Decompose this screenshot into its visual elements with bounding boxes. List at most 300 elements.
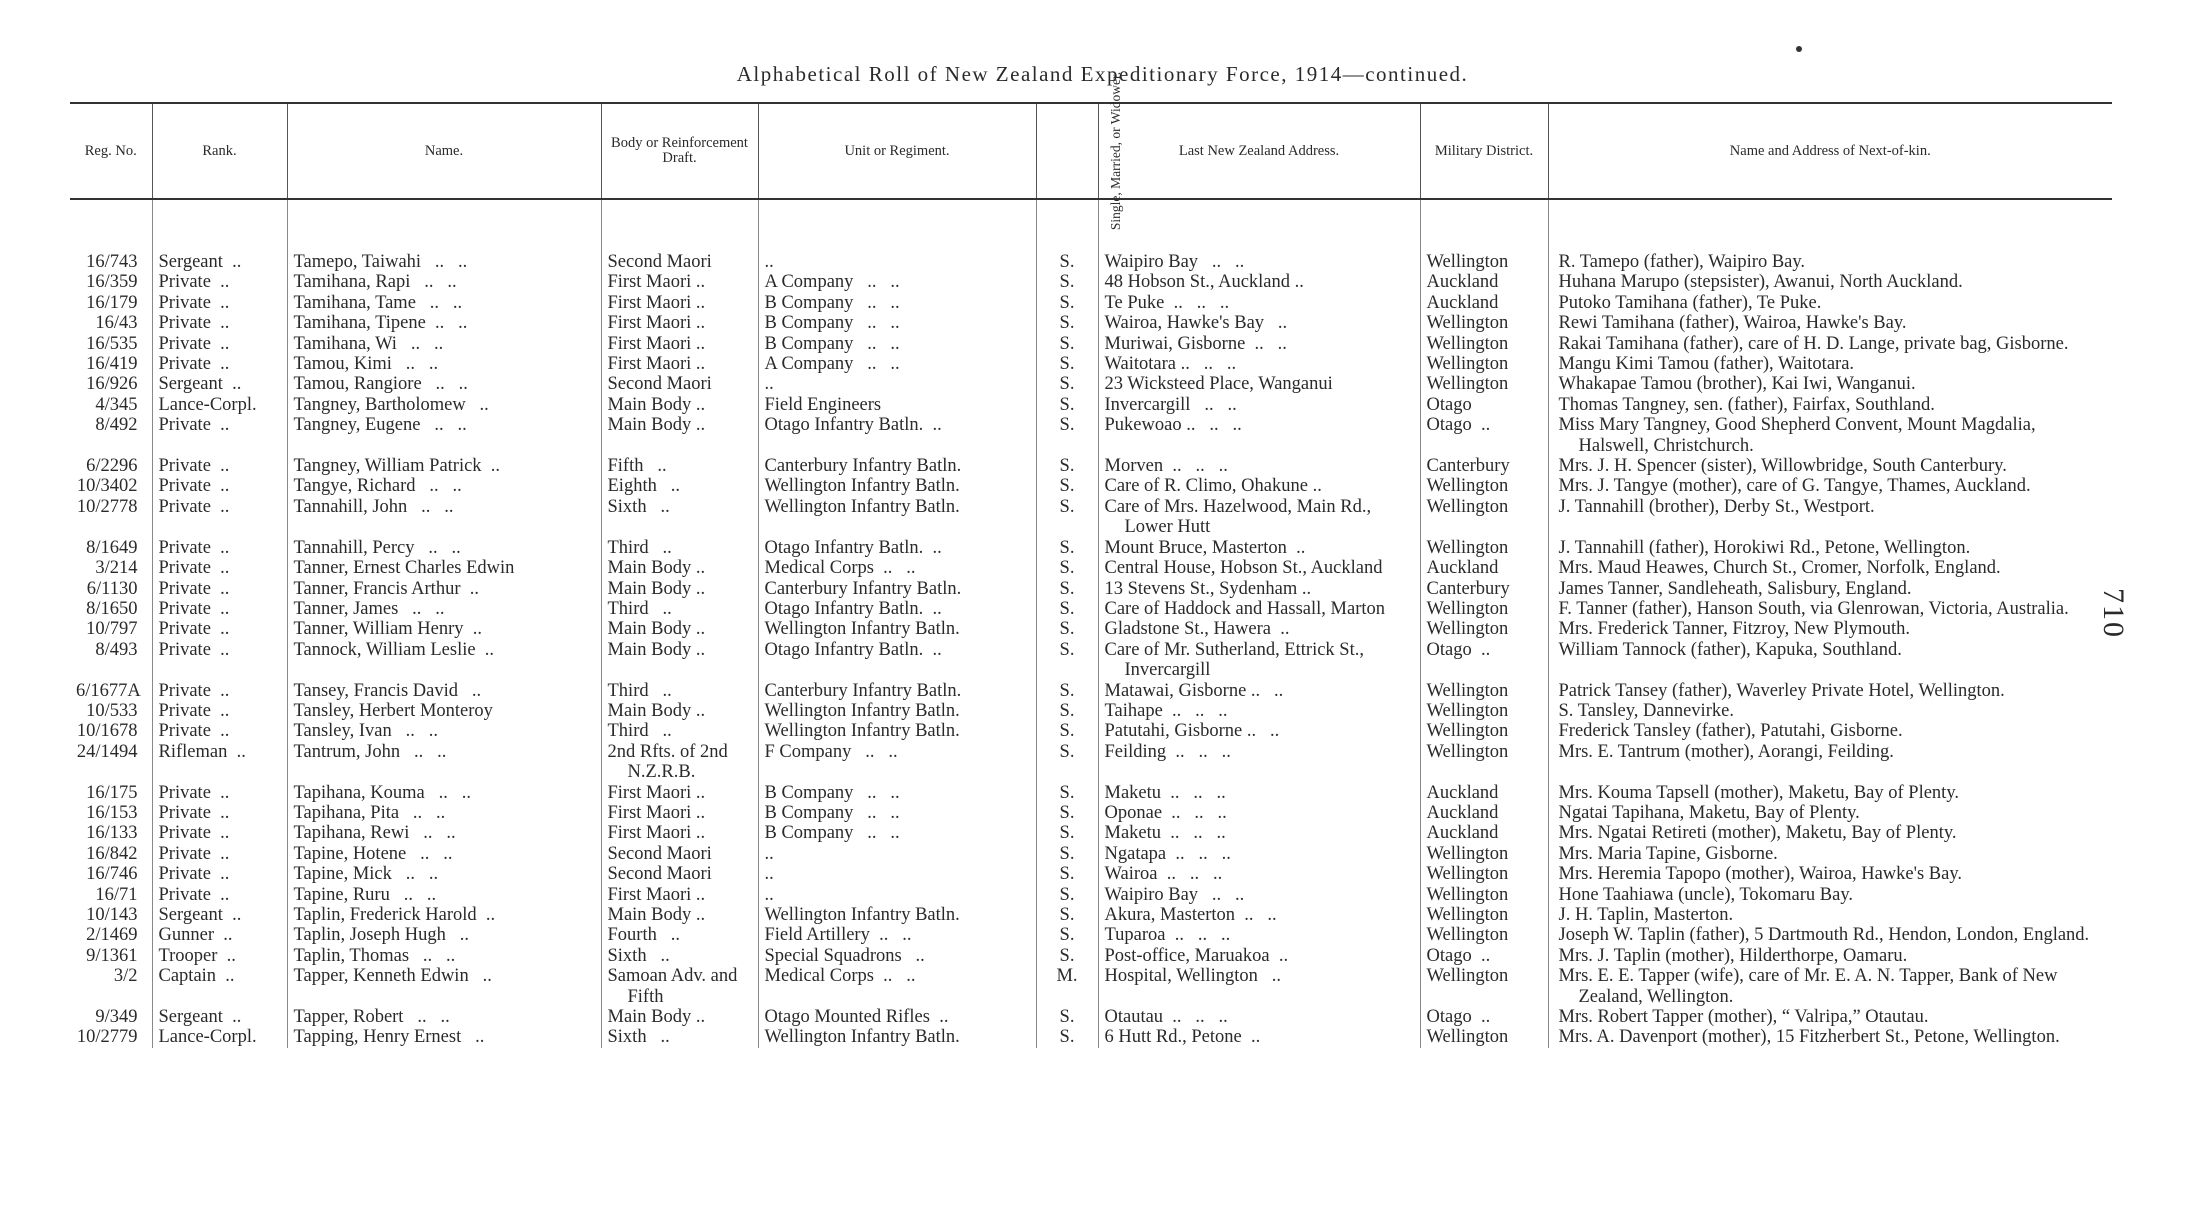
table-row xyxy=(70,252,2112,272)
cell-body xyxy=(601,1027,758,1047)
cell-body xyxy=(601,579,758,599)
cell-reg-no xyxy=(70,374,152,394)
column-header-district: Military District. xyxy=(1420,103,1548,199)
cell-address xyxy=(1098,538,1420,558)
cell-next-of-kin-text: Rakai Tamihana (father), care of H. D. Lange, private bag, Gisborne. xyxy=(1558,333,2069,354)
cell-name xyxy=(287,272,601,292)
cell-marital xyxy=(1036,272,1098,292)
cell-reg-no xyxy=(70,252,152,272)
cell-rank-text: Sergeant .. xyxy=(158,1007,242,1028)
cell-next-of-kin-text: Rewi Tamihana (father), Wairoa, Hawke's Bay. xyxy=(1558,313,1907,334)
cell-name xyxy=(287,354,601,374)
table-row xyxy=(70,313,2112,333)
cell-district-text: Auckland xyxy=(1426,802,1499,823)
cell-reg-no xyxy=(70,966,152,1007)
column-header-marital xyxy=(1036,71,1123,230)
cell-name-text: Tannahill, Percy .. .. xyxy=(293,537,461,558)
column-header-name: Name. xyxy=(287,103,601,199)
cell-rank-text: Private .. xyxy=(158,721,230,742)
cell-reg-no xyxy=(70,334,152,354)
cell-unit xyxy=(758,966,1036,1007)
cell-body xyxy=(601,803,758,823)
cell-name xyxy=(287,946,601,966)
cell-rank xyxy=(152,476,287,496)
table-row xyxy=(70,844,2112,864)
cell-marital-text: S. xyxy=(1059,598,1075,619)
cell-unit-text: Medical Corps .. .. xyxy=(764,558,916,579)
cell-body xyxy=(601,864,758,884)
cell-next-of-kin-text: J. Tannahill (brother), Derby St., Westport. xyxy=(1558,496,1875,517)
cell-address-text: Muriwai, Gisborne .. .. xyxy=(1104,333,1287,354)
cell-unit xyxy=(758,885,1036,905)
cell-rank-text: Private .. xyxy=(158,333,230,354)
cell-body-text: Third .. xyxy=(607,721,672,742)
cell-marital xyxy=(1036,497,1098,538)
cell-name-text: Tamepo, Taiwahi .. .. xyxy=(293,252,468,272)
cell-marital xyxy=(1036,293,1098,313)
cell-rank xyxy=(152,885,287,905)
cell-district xyxy=(1420,476,1548,496)
cell-next-of-kin-text: Mrs. J. H. Spencer (sister), Willowbridge, South Canterbury. xyxy=(1558,456,2007,477)
cell-unit xyxy=(758,1027,1036,1047)
table-row xyxy=(70,272,2112,292)
cell-next-of-kin xyxy=(1548,946,2112,966)
cell-district-text: Wellington xyxy=(1426,864,1509,885)
cell-district-text: Wellington xyxy=(1426,884,1509,905)
cell-reg-no-text: 10/797 xyxy=(86,619,138,640)
cell-marital-text: S. xyxy=(1059,721,1075,742)
cell-marital-text: S. xyxy=(1059,496,1075,517)
cell-next-of-kin-text: Mangu Kimi Tamou (father), Waitotara. xyxy=(1558,354,1855,375)
cell-next-of-kin xyxy=(1548,476,2112,496)
cell-marital-text: S. xyxy=(1059,333,1075,354)
cell-address-text: Wairoa, Hawke's Bay .. xyxy=(1104,313,1288,334)
cell-district xyxy=(1420,681,1548,701)
cell-rank-text: Gunner .. xyxy=(158,925,233,946)
cell-next-of-kin xyxy=(1548,334,2112,354)
cell-body xyxy=(601,599,758,619)
cell-address-text: 6 Hutt Rd., Petone .. xyxy=(1104,1027,1261,1048)
cell-unit xyxy=(758,701,1036,721)
table-row xyxy=(70,354,2112,374)
cell-name-text: Tapihana, Pita .. .. xyxy=(293,802,446,823)
cell-unit xyxy=(758,925,1036,945)
cell-address-text: Waipiro Bay .. .. xyxy=(1104,884,1245,905)
cell-next-of-kin xyxy=(1548,640,2112,681)
cell-name-text: Tanner, James .. .. xyxy=(293,598,445,619)
cell-name-text: Tapine, Ruru .. .. xyxy=(293,884,437,905)
cell-unit-text: Wellington Infantry Batln. xyxy=(764,619,960,640)
cell-name-text: Tanner, William Henry .. xyxy=(293,619,483,640)
table-row xyxy=(70,925,2112,945)
cell-reg-no-text: 10/143 xyxy=(86,905,138,925)
cell-address xyxy=(1098,599,1420,619)
cell-district-text: Wellington xyxy=(1426,966,1509,987)
cell-next-of-kin xyxy=(1548,456,2112,476)
cell-reg-no xyxy=(70,925,152,945)
cell-district-text: Canterbury xyxy=(1426,456,1510,477)
cell-district-text: Auckland xyxy=(1426,292,1499,313)
column-header-marital-text: Single, Married, or Widower. xyxy=(1107,71,1123,230)
cell-next-of-kin-text: Frederick Tansley (father), Patutahi, Gisborne. xyxy=(1558,721,1903,742)
cell-reg-no xyxy=(70,415,152,456)
cell-district xyxy=(1420,334,1548,354)
cell-district-text: Wellington xyxy=(1426,741,1509,762)
cell-district xyxy=(1420,374,1548,394)
cell-name xyxy=(287,783,601,803)
cell-unit-text: B Company .. .. xyxy=(764,333,900,354)
cell-marital-text: S. xyxy=(1059,558,1075,579)
cell-body xyxy=(601,1007,758,1027)
cell-reg-no xyxy=(70,395,152,415)
cell-reg-no-text: 6/1677A xyxy=(76,680,141,701)
cell-unit xyxy=(758,395,1036,415)
cell-district-text: Wellington xyxy=(1426,374,1509,395)
cell-next-of-kin-text: James Tanner, Sandleheath, Salisbury, England. xyxy=(1558,578,1912,599)
cell-next-of-kin-text: Joseph W. Taplin (father), 5 Dartmouth Rd., Hendon, London, England. xyxy=(1558,925,2090,946)
cell-body xyxy=(601,456,758,476)
cell-next-of-kin-text: Huhana Marupo (stepsister), Awanui, North Auckland. xyxy=(1558,272,1963,293)
cell-unit-text: B Company .. .. xyxy=(764,823,900,844)
cell-body-text: Sixth .. xyxy=(607,1027,670,1048)
cell-address xyxy=(1098,374,1420,394)
cell-rank xyxy=(152,742,287,783)
gap-cell xyxy=(1036,199,1098,252)
cell-unit-text: Canterbury Infantry Batln. xyxy=(764,680,962,701)
cell-rank xyxy=(152,374,287,394)
cell-district xyxy=(1420,823,1548,843)
cell-rank xyxy=(152,395,287,415)
cell-unit-text: Field Artillery .. .. xyxy=(764,925,912,946)
cell-district-text: Wellington xyxy=(1426,1027,1509,1048)
cell-marital xyxy=(1036,823,1098,843)
cell-body-text: Main Body .. xyxy=(607,619,706,640)
cell-reg-no-text: 10/2779 xyxy=(76,1027,138,1048)
cell-reg-no xyxy=(70,538,152,558)
cell-district xyxy=(1420,619,1548,639)
cell-name xyxy=(287,374,601,394)
cell-reg-no xyxy=(70,599,152,619)
cell-body xyxy=(601,905,758,925)
cell-district-text: Wellington xyxy=(1426,680,1509,701)
cell-reg-no xyxy=(70,313,152,333)
table-row xyxy=(70,334,2112,354)
cell-district xyxy=(1420,742,1548,783)
cell-body xyxy=(601,334,758,354)
cell-district-text: Wellington xyxy=(1426,905,1509,925)
cell-next-of-kin-text: R. Tamepo (father), Waipiro Bay. xyxy=(1558,252,1806,272)
cell-marital-text: S. xyxy=(1059,292,1075,313)
cell-rank-text: Private .. xyxy=(158,578,230,599)
cell-rank xyxy=(152,1027,287,1047)
cell-rank-text: Private .. xyxy=(158,272,230,293)
cell-district-text: Wellington xyxy=(1426,476,1509,497)
cell-name xyxy=(287,252,601,272)
cell-body-text: Main Body .. xyxy=(607,905,706,925)
cell-marital xyxy=(1036,395,1098,415)
cell-body xyxy=(601,742,758,783)
cell-name xyxy=(287,905,601,925)
cell-rank xyxy=(152,354,287,374)
cell-unit xyxy=(758,272,1036,292)
cell-body xyxy=(601,374,758,394)
cell-address xyxy=(1098,619,1420,639)
cell-next-of-kin xyxy=(1548,354,2112,374)
cell-unit xyxy=(758,864,1036,884)
table-row xyxy=(70,456,2112,476)
cell-next-of-kin xyxy=(1548,844,2112,864)
cell-reg-no xyxy=(70,905,152,925)
cell-next-of-kin xyxy=(1548,619,2112,639)
cell-address-text: Oponae .. .. .. xyxy=(1104,802,1227,823)
cell-unit-text: .. xyxy=(764,864,774,885)
cell-district xyxy=(1420,456,1548,476)
column-header-address: Last New Zealand Address. xyxy=(1098,103,1420,199)
cell-unit xyxy=(758,476,1036,496)
cell-body-text: Main Body .. xyxy=(607,415,706,436)
cell-address xyxy=(1098,946,1420,966)
cell-next-of-kin xyxy=(1548,293,2112,313)
cell-district-text: Auckland xyxy=(1426,823,1499,844)
cell-reg-no xyxy=(70,1007,152,1027)
cell-marital-text: S. xyxy=(1059,639,1075,660)
cell-next-of-kin xyxy=(1548,272,2112,292)
table-row xyxy=(70,823,2112,843)
cell-address xyxy=(1098,476,1420,496)
cell-next-of-kin-text: Putoko Tamihana (father), Te Puke. xyxy=(1558,292,1822,313)
cell-name xyxy=(287,476,601,496)
cell-address xyxy=(1098,1027,1420,1047)
cell-marital xyxy=(1036,415,1098,456)
cell-body-text: Sixth .. xyxy=(607,496,670,517)
cell-address-text: Care of R. Climo, Ohakune .. xyxy=(1104,476,1322,497)
cell-rank xyxy=(152,619,287,639)
cell-reg-no-text: 6/1130 xyxy=(86,578,138,599)
cell-body-text: Main Body .. xyxy=(607,639,706,660)
cell-rank xyxy=(152,558,287,578)
cell-body xyxy=(601,558,758,578)
cell-address xyxy=(1098,579,1420,599)
cell-body xyxy=(601,538,758,558)
cell-name-text: Tamihana, Rapi .. .. xyxy=(293,272,457,293)
cell-name xyxy=(287,599,601,619)
cell-next-of-kin xyxy=(1548,599,2112,619)
cell-unit-text: Otago Infantry Batln. .. xyxy=(764,415,942,436)
cell-address xyxy=(1098,313,1420,333)
table-row xyxy=(70,701,2112,721)
cell-name xyxy=(287,1007,601,1027)
cell-district xyxy=(1420,925,1548,945)
cell-marital xyxy=(1036,966,1098,1007)
cell-body-text: Second Maori xyxy=(607,843,712,864)
cell-district-text: Wellington xyxy=(1426,721,1509,742)
cell-next-of-kin xyxy=(1548,823,2112,843)
cell-unit-text: F Company .. .. xyxy=(764,741,898,762)
cell-name-text: Tannahill, John .. .. xyxy=(293,496,454,517)
cell-name-text: Tansley, Herbert Monteroy xyxy=(293,700,493,721)
cell-address xyxy=(1098,415,1420,456)
cell-rank xyxy=(152,415,287,456)
cell-unit-text: .. xyxy=(764,252,774,272)
cell-marital-text: S. xyxy=(1059,354,1075,375)
cell-body-text: First Maori .. xyxy=(607,782,706,803)
table-row xyxy=(70,721,2112,741)
cell-next-of-kin xyxy=(1548,783,2112,803)
cell-body xyxy=(601,415,758,456)
cell-reg-no-text: 16/359 xyxy=(86,272,138,293)
cell-reg-no-text: 10/1678 xyxy=(76,721,138,742)
cell-marital-text: S. xyxy=(1059,680,1075,701)
cell-rank-text: Private .. xyxy=(158,476,230,497)
cell-marital-text: S. xyxy=(1059,945,1075,966)
cell-name-text: Tangney, Bartholomew .. xyxy=(293,394,489,415)
cell-rank-text: Private .. xyxy=(158,415,230,436)
cell-rank xyxy=(152,497,287,538)
cell-marital-text: S. xyxy=(1059,394,1075,415)
cell-rank-text: Private .. xyxy=(158,292,230,313)
cell-address-text: Central House, Hobson St., Auckland xyxy=(1104,558,1383,579)
cell-address xyxy=(1098,905,1420,925)
cell-reg-no-text: 8/492 xyxy=(95,415,138,436)
cell-reg-no-text: 2/1469 xyxy=(86,925,138,946)
cell-district-text: Wellington xyxy=(1426,619,1509,640)
cell-body xyxy=(601,844,758,864)
cell-body xyxy=(601,497,758,538)
cell-address-text: Waipiro Bay .. .. xyxy=(1104,252,1245,272)
cell-district xyxy=(1420,599,1548,619)
cell-body xyxy=(601,313,758,333)
cell-marital xyxy=(1036,905,1098,925)
cell-body-text: Main Body .. xyxy=(607,578,706,599)
table-row xyxy=(70,640,2112,681)
cell-unit-text: Wellington Infantry Batln. xyxy=(764,1027,960,1048)
cell-rank-text: Private .. xyxy=(158,313,230,334)
cell-name xyxy=(287,293,601,313)
cell-next-of-kin xyxy=(1548,803,2112,823)
cell-next-of-kin xyxy=(1548,415,2112,456)
cell-unit-text: .. xyxy=(764,843,774,864)
cell-next-of-kin xyxy=(1548,1027,2112,1047)
cell-unit xyxy=(758,313,1036,333)
table-row xyxy=(70,558,2112,578)
cell-body-text: Fourth .. xyxy=(607,925,680,946)
cell-address-text: Care of Mrs. Hazelwood, Main Rd., Lower Hutt xyxy=(1104,496,1376,538)
cell-body-text: First Maori .. xyxy=(607,272,706,293)
cell-next-of-kin xyxy=(1548,497,2112,538)
table-row xyxy=(70,742,2112,783)
cell-unit xyxy=(758,456,1036,476)
cell-next-of-kin-text: Mrs. E. E. Tapper (wife), care of Mr. E. A. N. Tapper, Bank of New Zealand, Wellington. xyxy=(1558,966,2063,1007)
cell-next-of-kin-text: Ngatai Tapihana, Maketu, Bay of Plenty. xyxy=(1558,802,1860,823)
cell-marital xyxy=(1036,844,1098,864)
cell-body xyxy=(601,721,758,741)
cell-unit-text: B Company .. .. xyxy=(764,313,900,334)
cell-unit-text: Wellington Infantry Batln. xyxy=(764,476,960,497)
cell-rank-text: Private .. xyxy=(158,823,230,844)
cell-address xyxy=(1098,395,1420,415)
cell-name xyxy=(287,334,601,354)
cell-unit-text: Wellington Infantry Batln. xyxy=(764,905,960,925)
cell-marital xyxy=(1036,599,1098,619)
cell-marital xyxy=(1036,783,1098,803)
cell-rank-text: Private .. xyxy=(158,456,230,477)
cell-rank-text: Private .. xyxy=(158,558,230,579)
cell-rank-text: Lance-Corpl. xyxy=(158,394,257,415)
cell-body-text: Eighth .. xyxy=(607,476,680,497)
table-row xyxy=(70,476,2112,496)
cell-name xyxy=(287,497,601,538)
cell-marital xyxy=(1036,456,1098,476)
cell-district-text: Canterbury xyxy=(1426,578,1510,599)
cell-name xyxy=(287,885,601,905)
cell-reg-no-text: 16/175 xyxy=(86,782,138,803)
cell-reg-no-text: 16/133 xyxy=(86,823,138,844)
cell-address xyxy=(1098,721,1420,741)
cell-body-text: 2nd Rfts. of 2nd N.Z.R.B. xyxy=(607,741,733,783)
cell-body xyxy=(601,476,758,496)
cell-next-of-kin xyxy=(1548,905,2112,925)
cell-marital xyxy=(1036,334,1098,354)
table-row xyxy=(70,885,2112,905)
cell-address-text: Otautau .. .. .. xyxy=(1104,1007,1228,1028)
cell-marital xyxy=(1036,313,1098,333)
cell-district xyxy=(1420,946,1548,966)
cell-reg-no-text: 4/345 xyxy=(95,394,138,415)
cell-body xyxy=(601,354,758,374)
cell-marital xyxy=(1036,946,1098,966)
cell-name-text: Taplin, Joseph Hugh .. xyxy=(293,925,469,946)
cell-district xyxy=(1420,415,1548,456)
cell-name-text: Tapping, Henry Ernest .. xyxy=(293,1027,485,1048)
cell-rank xyxy=(152,252,287,272)
cell-address xyxy=(1098,334,1420,354)
cell-rank-text: Private .. xyxy=(158,782,230,803)
cell-reg-no-text: 16/535 xyxy=(86,333,138,354)
cell-marital-text: S. xyxy=(1059,313,1075,334)
cell-marital-text: S. xyxy=(1059,415,1075,436)
cell-unit xyxy=(758,783,1036,803)
cell-rank-text: Private .. xyxy=(158,843,230,864)
cell-unit xyxy=(758,823,1036,843)
cell-body xyxy=(601,272,758,292)
cell-address-text: Maketu .. .. .. xyxy=(1104,782,1226,803)
table-row xyxy=(70,293,2112,313)
cell-reg-no-text: 24/1494 xyxy=(76,741,138,762)
table-row xyxy=(70,864,2112,884)
cell-name-text: Tantrum, John .. .. xyxy=(293,741,447,762)
cell-marital xyxy=(1036,374,1098,394)
cell-marital xyxy=(1036,476,1098,496)
cell-unit xyxy=(758,293,1036,313)
cell-address-text: Invercargill .. .. xyxy=(1104,394,1237,415)
cell-rank xyxy=(152,313,287,333)
cell-rank-text: Trooper .. xyxy=(158,945,236,966)
cell-marital xyxy=(1036,619,1098,639)
cell-reg-no-text: 9/1361 xyxy=(86,945,138,966)
cell-rank-text: Private .. xyxy=(158,884,230,905)
cell-address-text: Patutahi, Gisborne .. .. xyxy=(1104,721,1280,742)
cell-rank-text: Private .. xyxy=(158,802,230,823)
cell-next-of-kin xyxy=(1548,1007,2112,1027)
cell-address-text: Ngatapa .. .. .. xyxy=(1104,843,1231,864)
cell-unit xyxy=(758,252,1036,272)
cell-rank xyxy=(152,272,287,292)
cell-body xyxy=(601,681,758,701)
cell-body-text: First Maori .. xyxy=(607,313,706,334)
cell-district-text: Wellington xyxy=(1426,313,1509,334)
cell-body-text: Third .. xyxy=(607,537,672,558)
cell-address xyxy=(1098,701,1420,721)
